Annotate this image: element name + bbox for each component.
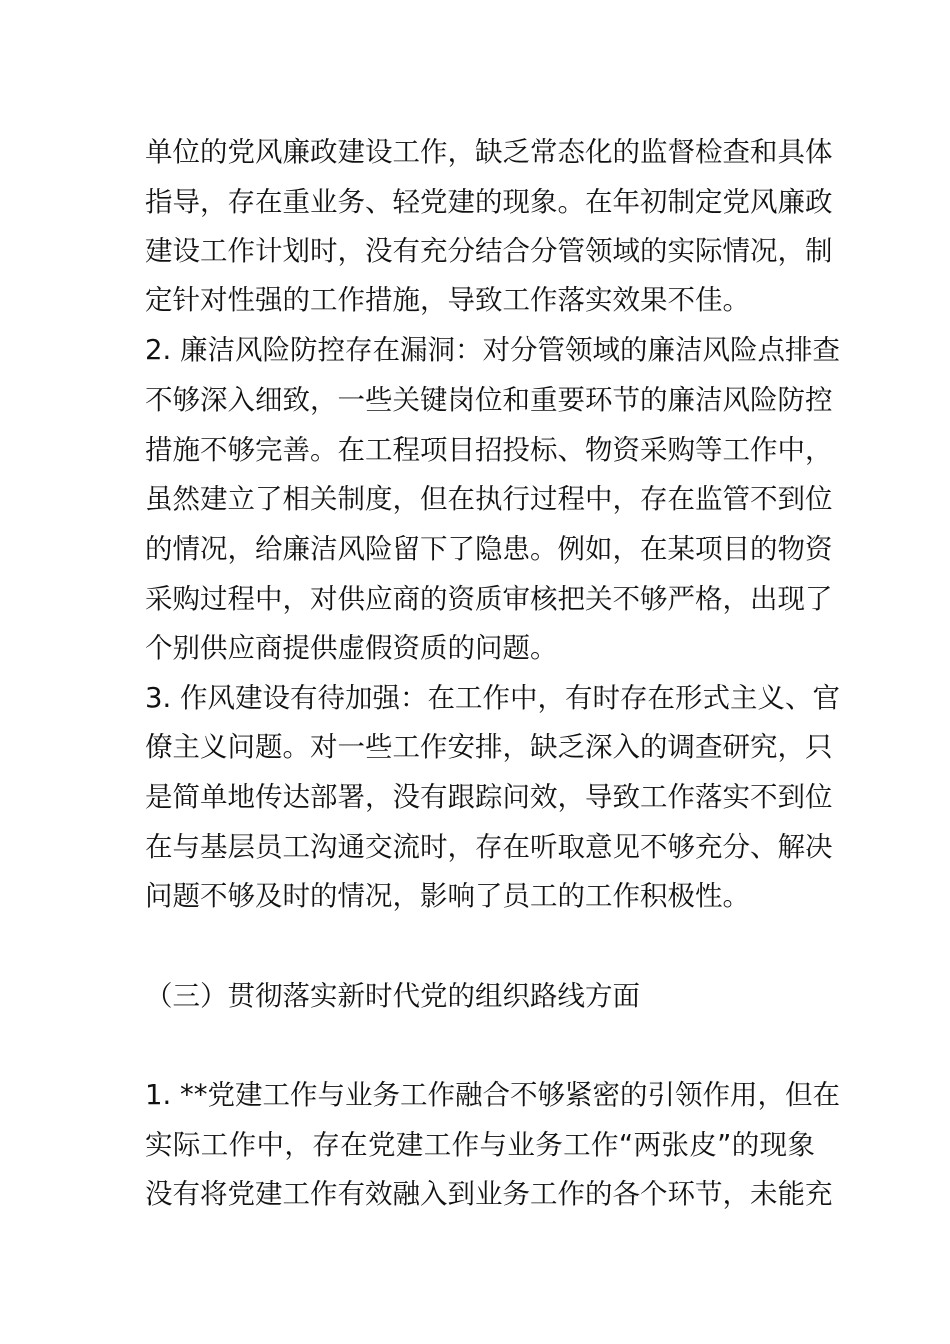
paragraph-3-line-2: 僚主义问题。对一些工作安排，缺乏深入的调查研究，只 [145, 731, 833, 763]
paragraph-3-line-4: 在与基层员工沟通交流时，存在听取意见不够充分、解决 [145, 831, 833, 863]
paragraph-4-line-1: 1. **党建工作与业务工作融合不够紧密的引领作用，但在 [145, 1079, 840, 1111]
paragraph-2-line-1: 2. 廉洁风险防控存在漏洞：对分管领域的廉洁风险点排查 [145, 334, 840, 366]
paragraph-2-line-5: 的情况，给廉洁风险留下了隐患。例如，在某项目的物资 [145, 533, 833, 565]
paragraph-1-line-4: 定针对性强的工作措施，导致工作落实效果不佳。 [145, 284, 750, 316]
paragraph-1-line-1: 单位的党风廉政建设工作，缺乏常态化的监督检查和具体 [145, 136, 833, 168]
paragraph-2-line-2: 不够深入细致，一些关键岗位和重要环节的廉洁风险防控 [145, 384, 833, 416]
paragraph-1-line-2: 指导，存在重业务、轻党建的现象。在年初制定党风廉政 [145, 186, 833, 218]
paragraph-2-line-4: 虽然建立了相关制度，但在执行过程中，存在监管不到位 [145, 483, 833, 515]
paragraph-3-line-3: 是简单地传达部署，没有跟踪问效，导致工作落实不到位 [145, 781, 833, 813]
paragraph-4-line-2: 实际工作中，存在党建工作与业务工作“两张皮”的现象 [145, 1129, 815, 1161]
paragraph-2-line-7: 个别供应商提供虚假资质的问题。 [145, 632, 558, 664]
paragraph-4-line-3: 没有将党建工作有效融入到业务工作的各个环节，未能充 [145, 1178, 833, 1210]
paragraph-3-line-1: 3. 作风建设有待加强：在工作中，有时存在形式主义、官 [145, 682, 840, 714]
paragraph-2-line-6: 采购过程中，对供应商的资质审核把关不够严格，出现了 [145, 583, 833, 615]
paragraph-1-line-3: 建设工作计划时，没有充分结合分管领域的实际情况，制 [145, 235, 833, 267]
paragraph-3-line-5: 问题不够及时的情况，影响了员工的工作积极性。 [145, 880, 750, 912]
section-heading: （三）贯彻落实新时代党的组织路线方面 [145, 980, 640, 1012]
paragraph-2-line-3: 措施不够完善。在工程项目招投标、物资采购等工作中， [145, 434, 833, 466]
